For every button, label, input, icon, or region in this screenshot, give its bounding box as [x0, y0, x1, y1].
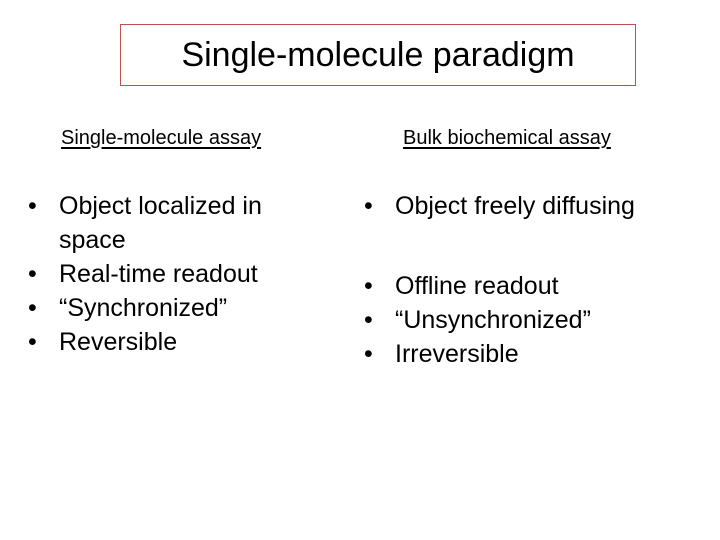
- left-column-heading: Single-molecule assay: [61, 127, 262, 149]
- bullet-icon: •: [364, 340, 373, 368]
- bullet-icon: •: [364, 192, 373, 220]
- slide-title-box: [120, 24, 636, 86]
- bullet-text: Irreversible: [395, 340, 519, 368]
- bullet-text: Reversible: [59, 328, 178, 356]
- bullet-text: “Synchronized”: [59, 294, 228, 322]
- list-item: [364, 269, 694, 303]
- list-item: [364, 337, 694, 371]
- list-item: [28, 189, 328, 257]
- bullet-text: Offline readout: [395, 272, 559, 300]
- bullet-icon: •: [28, 192, 37, 220]
- right-bullet-list: [364, 189, 694, 371]
- bullet-text: “Unsynchronized”: [395, 306, 591, 334]
- list-item: [28, 257, 328, 291]
- left-bullet-list: [28, 189, 328, 359]
- list-item: [28, 325, 328, 359]
- bullet-icon: •: [28, 260, 37, 288]
- list-item: [364, 303, 694, 337]
- bullet-icon: •: [28, 328, 37, 356]
- slide-title: Single-molecule paradigm: [181, 36, 575, 74]
- bullet-icon: •: [28, 294, 37, 322]
- bullet-icon: •: [364, 306, 373, 334]
- list-item: [364, 189, 694, 223]
- bullet-icon: •: [364, 272, 373, 300]
- right-column-heading: Bulk biochemical assay: [403, 127, 611, 149]
- bullet-text: Object freely diffusing: [395, 192, 635, 220]
- bullet-text: Object localized in space: [59, 192, 262, 254]
- list-item: [28, 291, 328, 325]
- bullet-text: Real-time readout: [59, 260, 258, 288]
